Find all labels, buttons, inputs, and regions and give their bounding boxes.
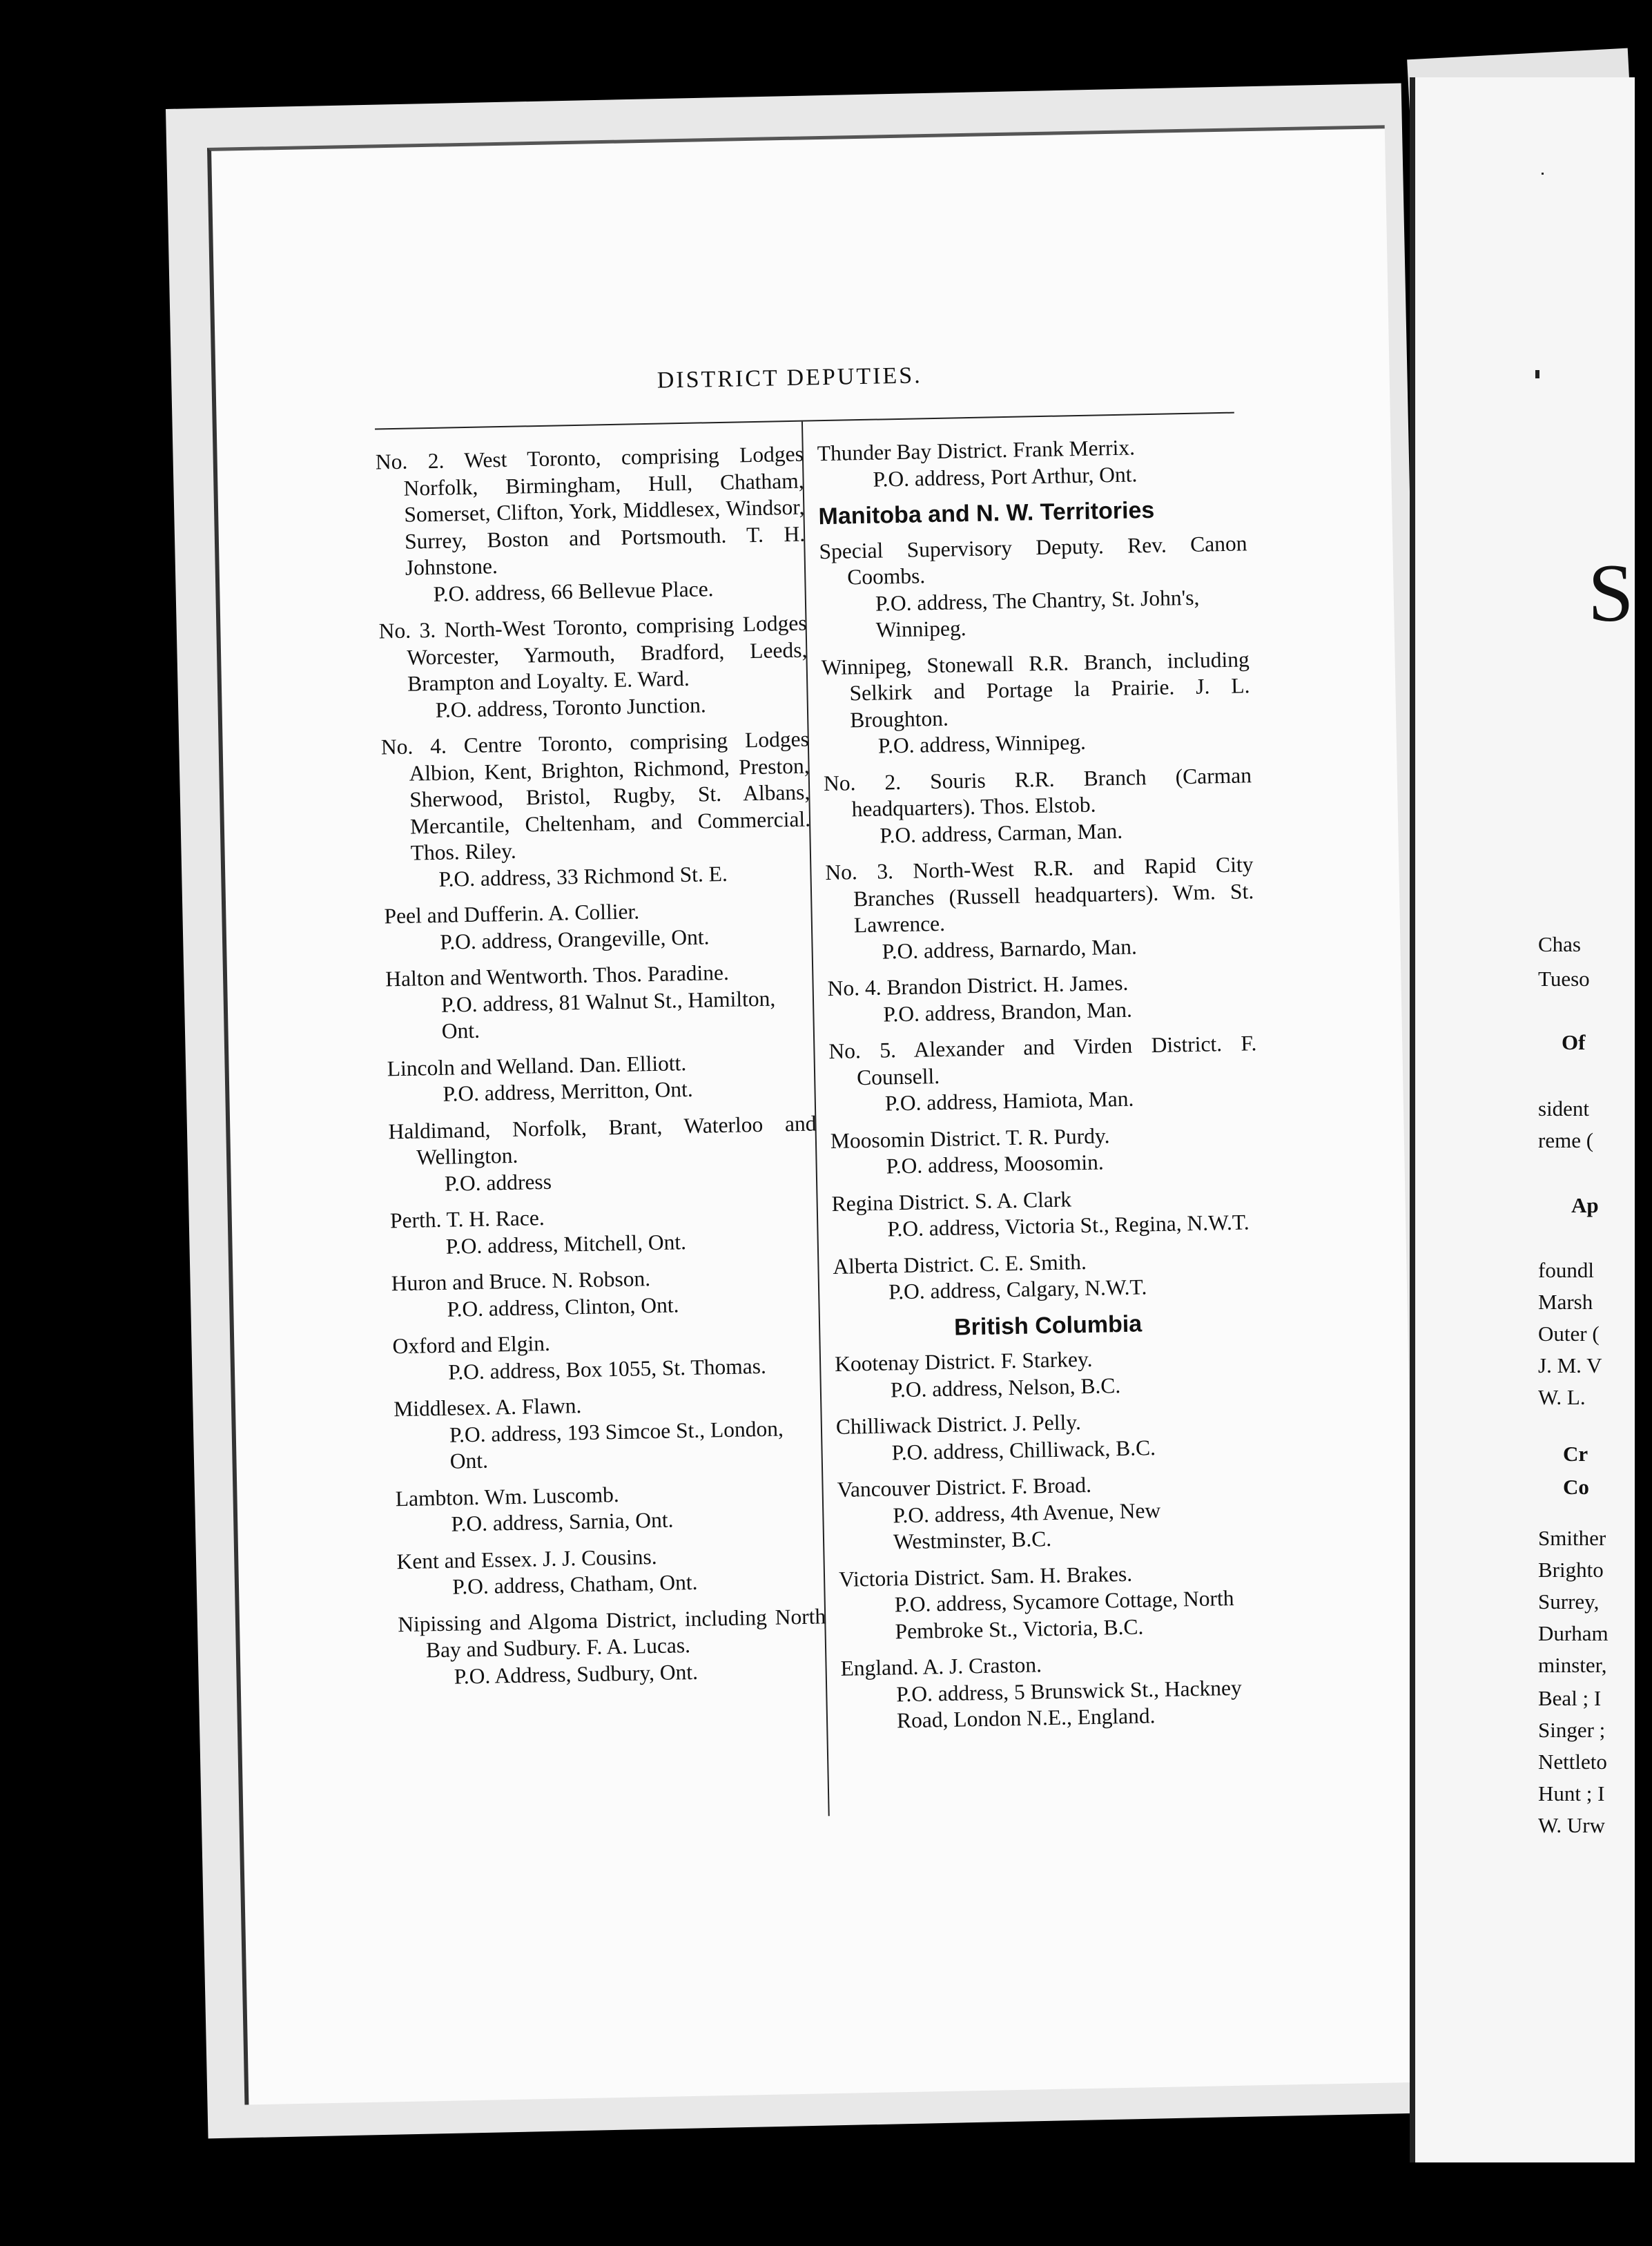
deputy-district: Nipissing and Algoma District, including North Bay and Sudbury. F. A. Lucas. [397, 1603, 826, 1663]
deputy-district: No. 3. North-West Toronto, comprising Lodges Worcester, Yarmouth, Bradford, Leeds, Brampton and Loyalty. E. Ward. [378, 610, 808, 696]
deputy-address: P.O. address, Box 1055, St. Thomas. [447, 1353, 767, 1384]
right-page-line: Co [1563, 1475, 1589, 1499]
deputy-district: Haldimand, Norfolk, Brant, Waterloo and Wellington. [388, 1110, 817, 1170]
deputy-address: P.O. address, Chilliwack, B.C. [891, 1435, 1156, 1464]
right-page-line: Outer ( [1538, 1322, 1600, 1346]
deputy-address: P.O. address, Hamiota, Man. [884, 1086, 1134, 1116]
deputy-district: No. 2. West Toronto, comprising Lodges Norfolk, Birmingham, Hull, Chatham, Somerset, Clifton, York, Middlesex, Windsor, Surrey, Boston and Portsmouth. T. H. Johnstone. [375, 441, 806, 580]
deputy-entry [833, 1246, 1261, 1307]
deputy-district: Moosomin District. T. R. Purdy. [830, 1123, 1110, 1153]
deputy-address: P.O. address, The Chantry, St. John's, Winnipeg. [875, 585, 1200, 642]
deputy-entry [817, 432, 1245, 494]
deputy-entry [393, 1388, 823, 1475]
deputy-address: P.O. address, 193 Simcoe St., London, Ont. [449, 1415, 784, 1473]
deputy-entry [388, 1110, 817, 1198]
deputy-entry [819, 530, 1249, 645]
deputy-address: P.O. address, Mitchell, Ont. [445, 1229, 687, 1259]
deputy-entry [378, 610, 808, 725]
deputy-address: P.O. address [444, 1169, 552, 1196]
right-page-line: Hunt ; I [1538, 1781, 1605, 1805]
deputy-entry [831, 1183, 1260, 1244]
deputy-address: P.O. address, Toronto Junction. [435, 692, 706, 722]
deputy-district: Halton and Wentworth. Thos. Paradine. [385, 960, 730, 991]
right-page-line: Beal ; I [1538, 1686, 1602, 1710]
deputy-district: No. 4. Centre Toronto, comprising Lodges Albion, Kent, Brighton, Richmond, Preston, Sherwood, Bristol, Rugby, St. Albans, Mercantile, Cheltenham, and Commercial. Thos. Riley. [380, 726, 811, 865]
deputy-entry [395, 1478, 824, 1539]
right-page-line: W. L. [1538, 1385, 1586, 1409]
deputy-district: Lambton. Wm. Luscomb. [395, 1482, 620, 1511]
deputy-district: Middlesex. A. Flawn. [393, 1393, 582, 1422]
mark [1535, 370, 1539, 378]
deputy-district: No. 5. Alexander and Virden District. F. Counsell. [828, 1031, 1257, 1090]
deputy-entry [376, 441, 806, 609]
deputy-entry [835, 1343, 1263, 1404]
right-page-line: reme ( [1538, 1128, 1594, 1152]
deputy-district: Thunder Bay District. Frank Merrix. [817, 435, 1136, 466]
deputy-district: Chilliwack District. J. Pelly. [835, 1410, 1082, 1439]
deputy-entry [830, 1120, 1259, 1181]
right-page-big-letter: S [1588, 547, 1634, 639]
deputy-entry [836, 1406, 1265, 1467]
deputy-address: P.O. address, Sarnia, Ont. [451, 1507, 674, 1536]
deputy-district: Oxford and Elgin. [392, 1330, 551, 1359]
right-page-line: Cr [1563, 1442, 1588, 1466]
right-page-line: Surrey, [1538, 1589, 1600, 1614]
right-page-line: J. M. V [1538, 1353, 1602, 1377]
right-page-line: Smither [1538, 1526, 1606, 1550]
deputy-entry [392, 1325, 821, 1386]
deputy-address: P.O. address, Carman, Man. [880, 818, 1123, 848]
deputy-entry [391, 1262, 819, 1324]
deputy-entry [827, 967, 1256, 1029]
deputy-entry [387, 1047, 815, 1109]
right-page-line: Brighto [1538, 1558, 1604, 1582]
deputy-address: P.O. address, Moosomin. [886, 1150, 1104, 1179]
deputy-address: P.O. address, Calgary, N.W.T. [888, 1275, 1147, 1304]
deputy-district: Regina District. S. A. Clark [831, 1186, 1072, 1216]
deputy-district: Peel and Dufferin. A. Collier. [384, 899, 640, 929]
deputy-address: P.O. address, Chatham, Ont. [451, 1569, 698, 1599]
deputy-entry [381, 726, 812, 894]
page-title: DISTRICT DEPUTIES. [657, 362, 922, 394]
deputy-entry [385, 958, 815, 1045]
right-page-line: Ap [1571, 1193, 1599, 1217]
deputy-address: P.O. address, Nelson, B.C. [890, 1373, 1121, 1402]
deputy-entry [840, 1647, 1270, 1735]
deputy-entry [396, 1540, 825, 1602]
deputy-address: P.O. Address, Sudbury, Ont. [454, 1659, 699, 1689]
right-page-line: Chas [1538, 932, 1581, 956]
deputy-district: England. A. J. Craston. [840, 1652, 1042, 1681]
deputy-address: P.O. address, Victoria St., Regina, N.W.T. [887, 1210, 1250, 1241]
deputy-address: P.O. address, Clinton, Ont. [447, 1292, 679, 1322]
deputy-address: P.O. address, 5 Brunswick St., Hackney Road, London N.E., England. [896, 1675, 1243, 1733]
deputy-address: P.O. address, Barnardo, Man. [882, 933, 1138, 964]
heading-manitoba: Manitoba and N. W. Territories [818, 496, 1155, 530]
right-page-line: Marsh [1538, 1290, 1593, 1314]
deputy-district: No. 2. Souris R.R. Branch (Carman headquarters). Thos. Elstob. [823, 762, 1252, 822]
deputy-address: P.O. address, Merritton, Ont. [443, 1076, 694, 1106]
deputy-address: P.O. address, Port Arthur, Ont. [873, 461, 1138, 492]
deputy-address: P.O. address, 33 Richmond St. E. [438, 861, 728, 891]
deputy-address: P.O. address, 66 Bellevue Place. [433, 576, 714, 606]
right-page-line: Of [1562, 1030, 1586, 1054]
deputy-address: P.O. address, 4th Avenue, New Westminster, B.C. [893, 1498, 1161, 1554]
deputy-entry [839, 1558, 1268, 1646]
deputy-address: P.O. address, Orangeville, Ont. [439, 924, 710, 954]
deputy-district: Special Supervisory Deputy. Rev. Canon Coombs. [819, 530, 1247, 590]
deputy-district: Victoria District. Sam. H. Brakes. [838, 1561, 1133, 1591]
deputy-district: No. 3. North-West R.R. and Rapid City Branches (Russell headquarters). Wm. St. Lawrence. [825, 852, 1254, 938]
right-page-line: minster, [1538, 1653, 1607, 1677]
right-page-line: W. Urw [1538, 1813, 1606, 1837]
title-rule [375, 412, 1234, 430]
right-page-line: Durham [1538, 1621, 1609, 1645]
deputy-entry [824, 762, 1253, 850]
deputy-address: P.O. address, 81 Walnut St., Hamilton, Ont. [440, 986, 776, 1043]
deputy-district: No. 4. Brandon District. H. James. [827, 970, 1129, 1001]
deputy-address: P.O. address, Sycamore Cottage, North Pembroke St., Victoria, B.C. [894, 1585, 1234, 1643]
right-page-line: sident [1538, 1096, 1590, 1121]
deputy-entry [821, 646, 1251, 761]
deputy-district: Lincoln and Welland. Dan. Elliott. [387, 1050, 687, 1081]
deputy-district: Kootenay District. F. Starkey. [834, 1346, 1093, 1376]
deputy-district: Winnipeg, Stonewall R.R. Branch, including Selkirk and Portage la Prairie. J. L. Broughton. [821, 646, 1250, 732]
deputy-district: Alberta District. C. E. Smith. [833, 1249, 1087, 1279]
deputy-entry [390, 1199, 819, 1261]
deputy-address: P.O. address, Winnipeg. [877, 729, 1087, 758]
deputy-entry [398, 1603, 827, 1691]
deputy-district: Huron and Bruce. N. Robson. [391, 1266, 651, 1296]
deputy-entry [828, 1030, 1258, 1118]
mark [1542, 173, 1544, 175]
right-page-line: Singer ; [1538, 1718, 1606, 1742]
deputy-entry [825, 851, 1255, 966]
heading-british-columbia: British Columbia [953, 1310, 1143, 1341]
right-page-line: foundl [1538, 1258, 1594, 1282]
deputy-entry [837, 1469, 1266, 1556]
left-column [376, 441, 828, 1701]
deputy-entry [384, 896, 813, 957]
right-page-line: Nettleto [1538, 1750, 1607, 1774]
right-page-line: Tueso [1538, 967, 1590, 991]
right-column [817, 432, 1270, 1745]
deputy-district: Kent and Essex. J. J. Cousins. [396, 1544, 657, 1574]
deputy-district: Perth. T. H. Race. [389, 1206, 545, 1233]
deputy-district: Vancouver District. F. Broad. [837, 1472, 1092, 1502]
deputy-address: P.O. address, Brandon, Man. [883, 997, 1133, 1027]
